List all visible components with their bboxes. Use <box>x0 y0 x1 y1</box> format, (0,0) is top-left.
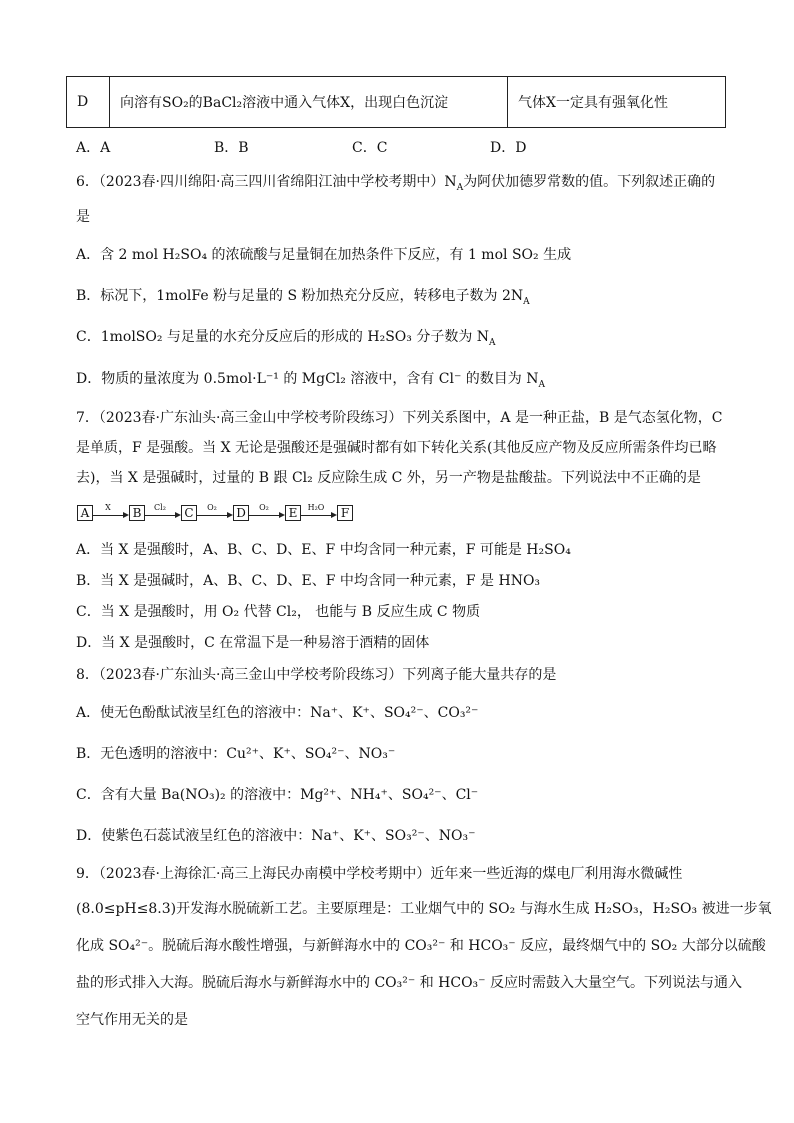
q7-stem-line3: 去)，当 X 是强碱时，过量的 B 跟 Cl₂ 反应除生成 C 外，另一产物是盐酸盐。下列说法中不正确的是 <box>76 470 701 486</box>
option-table <box>66 76 726 128</box>
q8-option-c: C．含有大量 Ba(NO₃)₂ 的溶液中：Mg²⁺、NH₄⁺、SO₄²⁻、Cl⁻ <box>76 787 479 803</box>
chain-arrow-label-4: O₂ <box>259 503 269 512</box>
chain-arrow-1 <box>93 503 129 520</box>
q7-conversion-chain <box>77 505 353 521</box>
chain-node-b: B <box>129 505 145 521</box>
q6-option-d-sub: A <box>538 379 545 390</box>
chain-node-f: F <box>337 505 353 521</box>
q7-option-a: A．当 X 是强酸时，A、B、C、D、E、F 中均含同一种元素，F 可能是 H₂SO₄ <box>76 542 571 558</box>
q6-stem-sub: A <box>456 182 464 193</box>
q6-stem-text: 6．（2023春·四川绵阳·高三四川省绵阳江油中学校考期中）N <box>76 174 457 190</box>
table-cell-statement: 向溶有SO₂的BaCl₂溶液中通入气体X，出现白色沉淀 <box>110 77 508 128</box>
q6-stem-tail: 为阿伏加德罗常数的值。下列叙述正确的 <box>463 174 716 190</box>
q9-stem-line1: 9．（2023春·上海徐汇·高三上海民办南模中学校考期中）近年来一些近海的煤电厂利用海水微碱性 <box>76 866 683 882</box>
q9-stem-line3: 化成 SO₄²⁻。脱硫后海水酸性增强，与新鲜海水中的 CO₃²⁻ 和 HCO₃⁻ 反应，最终烟气中的 SO₂ 大部分以硫酸 <box>76 938 766 954</box>
q7-option-b: B．当 X 是强碱时，A、B、C、D、E、F 中均含同一种元素，F 是 HNO₃ <box>76 573 541 589</box>
q6-option-b-text: B．标况下，1molFe 粉与足量的 S 粉加热充分反应，转移电子数为 2N <box>76 288 524 304</box>
q6-option-c <box>76 327 496 353</box>
q6-option-a: A．含 2 mol H₂SO₄ 的浓硫酸与足量铜在加热条件下反应，有 1 mol SO₂ 生成 <box>76 247 572 263</box>
q8-stem: 8．（2023春·广东汕头·高三金山中学校考阶段练习）下列离子能大量共存的是 <box>76 667 557 683</box>
chain-node-e: E <box>285 505 301 521</box>
q6-option-c-text: C．1molSO₂ 与足量的水充分反应后的形成的 H₂SO₃ 分子数为 N <box>76 329 490 345</box>
q8-option-a: A．使无色酚酞试液呈红色的溶液中：Na⁺、K⁺、SO₄²⁻、CO₃²⁻ <box>76 705 479 721</box>
chain-node-a: A <box>77 505 93 521</box>
chain-arrow-label-5: H₂O <box>307 503 325 512</box>
chain-arrow-label-2: Cl₂ <box>154 503 166 512</box>
table-cell-conclusion: 气体X一定具有强氧化性 <box>508 77 726 128</box>
q6-option-b-sub: A <box>523 296 530 307</box>
q7-option-c: C．当 X 是强酸时，用 O₂ 代替 Cl₂， 也能与 B 反应生成 C 物质 <box>76 604 481 620</box>
q6-stem-line1 <box>76 172 715 198</box>
q6-option-d-text: D．物质的量浓度为 0.5mol·L⁻¹ 的 MgCl₂ 溶液中，含有 Cl⁻ 的数目为 N <box>76 371 539 387</box>
q8-option-b: B．无色透明的溶液中：Cu²⁺、K⁺、SO₄²⁻、NO₃⁻ <box>76 746 396 762</box>
q5-option-d: D．D <box>490 140 527 156</box>
chain-arrow-label-1: X <box>105 503 111 512</box>
chain-node-c: C <box>181 505 197 521</box>
chain-arrow-2 <box>145 503 181 520</box>
table-row <box>67 77 726 128</box>
q5-option-b: B．B <box>214 140 249 156</box>
q9-stem-line4: 盐的形式排入大海。脱硫后海水与新鲜海水中的 CO₃²⁻ 和 HCO₃⁻ 反应时需鼓入大量空气。下列说法与通入 <box>76 975 743 991</box>
q6-option-b <box>76 286 530 312</box>
q9-stem-line5: 空气作用无关的是 <box>76 1012 188 1028</box>
chain-arrow-label-3: O₂ <box>207 503 217 512</box>
chain-arrow-3 <box>197 503 233 520</box>
q6-stem-line2: 是 <box>76 209 90 225</box>
q6-option-c-sub: A <box>489 337 496 348</box>
chain-arrow-4 <box>249 503 285 520</box>
q7-stem-line1: 7．（2023春·广东汕头·高三金山中学校考阶段练习）下列关系图中，A 是一种正盐，B 是气态氢化物，C <box>76 410 723 426</box>
q5-option-a: A．A <box>76 140 111 156</box>
chain-arrow-5 <box>301 503 337 520</box>
q7-option-d: D．当 X 是强酸时，C 在常温下是一种易溶于酒精的固体 <box>76 635 430 651</box>
q6-option-d <box>76 369 545 395</box>
q5-option-c: C．C <box>352 140 388 156</box>
q8-option-d: D．使紫色石蕊试液呈红色的溶液中：Na⁺、K⁺、SO₃²⁻、NO₃⁻ <box>76 828 476 844</box>
q7-stem-line2: 是单质，F 是强酸。当 X 无论是强酸还是强碱时都有如下转化关系(其他反应产物及反应所需条件均已略 <box>76 440 717 456</box>
q9-stem-line2: (8.0≤pH≤8.3)开发海水脱硫新工艺。主要原理是：工业烟气中的 SO₂ 与海水生成 H₂SO₃，H₂SO₃ 被进一步氧 <box>76 901 772 917</box>
table-cell-label: D <box>67 77 110 128</box>
chain-node-d: D <box>233 505 249 521</box>
